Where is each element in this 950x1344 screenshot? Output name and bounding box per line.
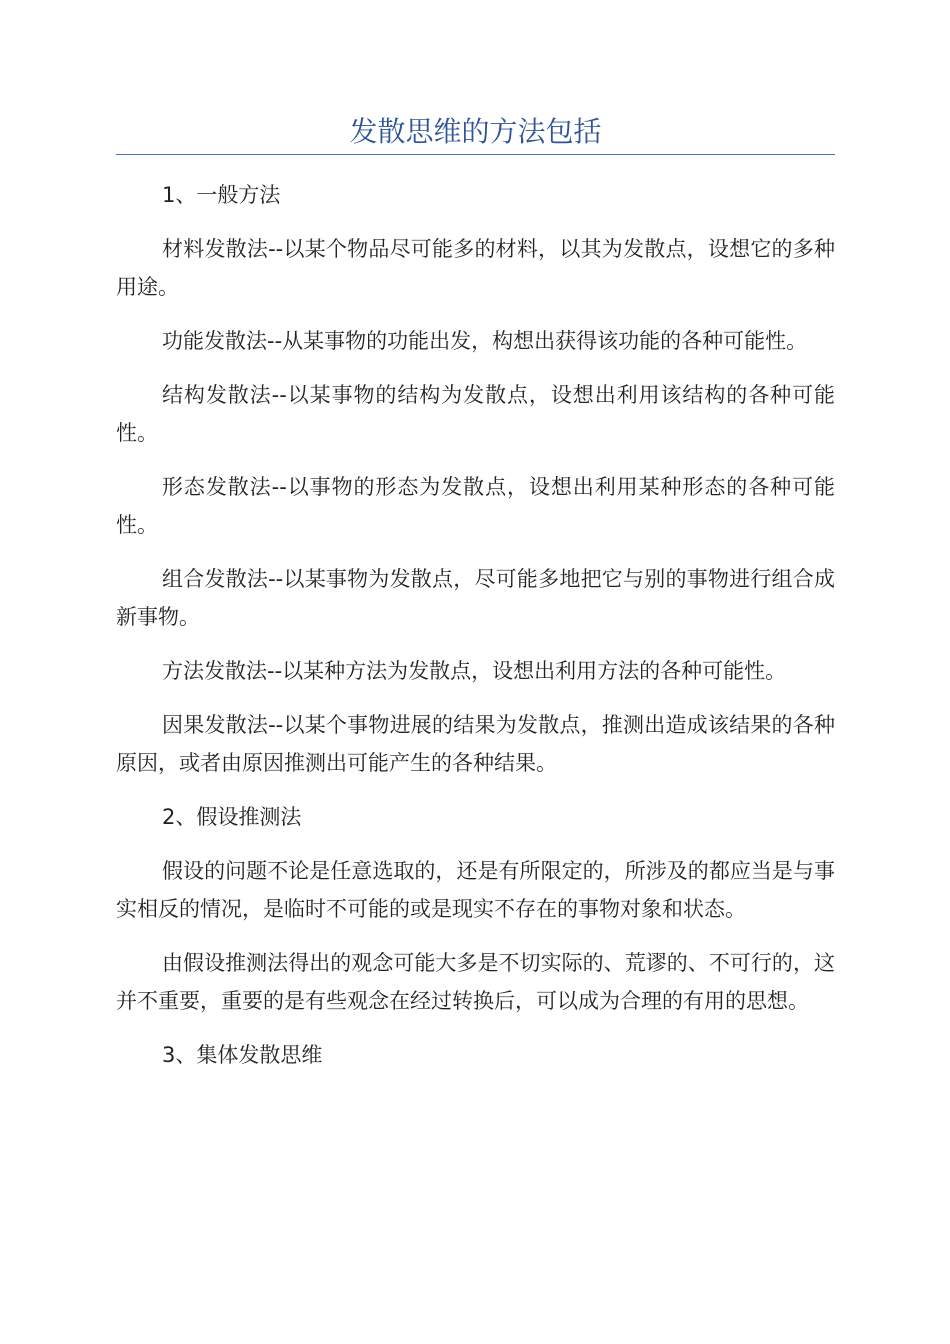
document-body <box>116 176 835 1090</box>
paragraph-structure-divergence: 结构发散法--以某事物的结构为发散点，设想出利用该结构的各种可能性。 <box>116 383 835 445</box>
section-heading-collective: 3、集体发散思维 <box>162 1043 323 1067</box>
paragraph-form-divergence: 形态发散法--以事物的形态为发散点，设想出利用某种形态的各种可能性。 <box>116 475 835 537</box>
paragraph-causal-divergence: 因果发散法--以某个事物进展的结果为发散点，推测出造成该结果的各种原因，或者由原因推测出可能产生的各种结果。 <box>116 713 835 775</box>
paragraph-material-divergence: 材料发散法--以某个物品尽可能多的材料，以其为发散点，设想它的多种用途。 <box>116 237 835 299</box>
paragraph-method-divergence: 方法发散法--以某种方法为发散点，设想出利用方法的各种可能性。 <box>162 659 787 683</box>
paragraph-combination-divergence: 组合发散法--以某事物为发散点，尽可能多地把它与别的事物进行组合成新事物。 <box>116 567 835 629</box>
paragraph-function-divergence: 功能发散法--从某事物的功能出发，构想出获得该功能的各种可能性。 <box>162 329 808 353</box>
section-heading-hypothesis: 2、假设推测法 <box>162 805 302 829</box>
paragraph-hypothesis-ideas: 由假设推测法得出的观念可能大多是不切实际的、荒谬的、不可行的，这并不重要，重要的是有些观念在经过转换后，可以成为合理的有用的思想。 <box>116 951 835 1013</box>
section-heading-general-methods: 1、一般方法 <box>162 183 281 207</box>
paragraph-hypothesis-problem: 假设的问题不论是任意选取的，还是有所限定的，所涉及的都应当是与事实相反的情况，是临时不可能的或是现实不存在的事物对象和状态。 <box>116 859 835 921</box>
title-underline <box>116 154 835 155</box>
document-title: 发散思维的方法包括 <box>349 115 602 148</box>
